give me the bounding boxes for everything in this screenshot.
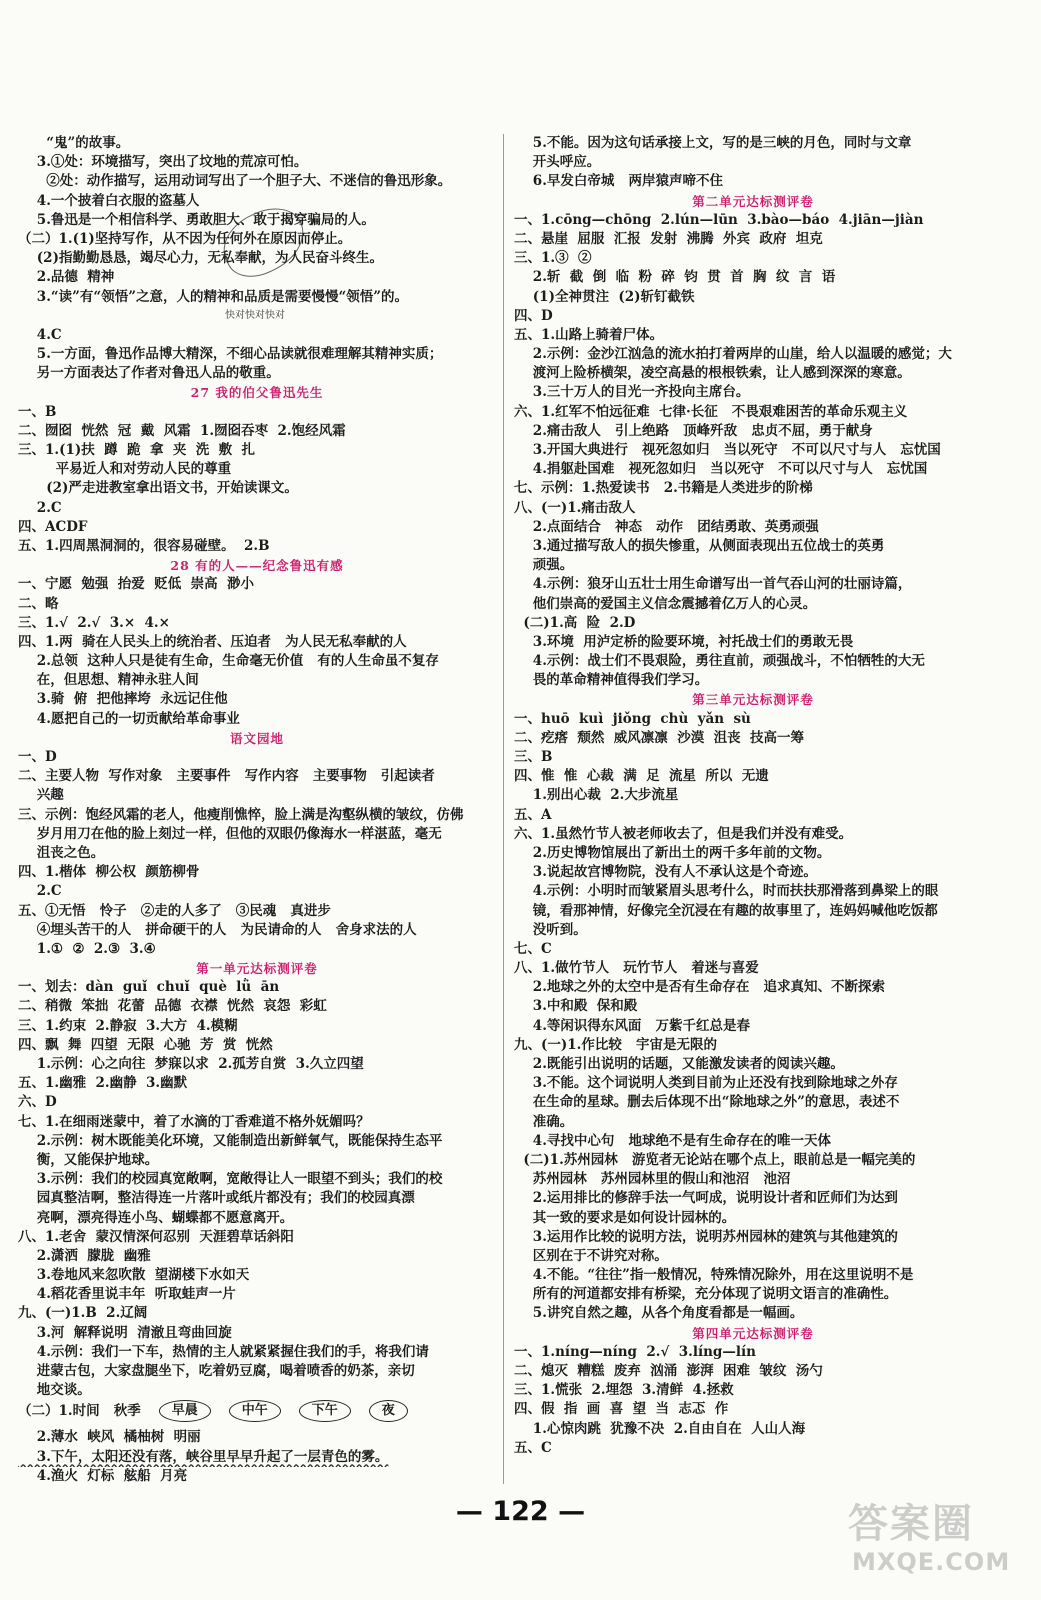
column-divider <box>503 134 504 1484</box>
answer-line: 兴趣 <box>18 787 64 804</box>
answer-line: 2.历史博物馆展出了新出土的两千多年前的文物。 <box>514 844 831 861</box>
answer-line: 2.薄水 峡风 橘柚树 明丽 <box>18 1429 201 1446</box>
answer-line: 5.一方面，鲁迅作品博大精深，不细心品读就很难理解其精神实质； <box>18 346 443 363</box>
answer-line: 苏州园林 苏州园林里的假山和池沼 池沼 <box>514 1171 791 1188</box>
answer-line: 2.C <box>18 883 62 900</box>
answer-line: 4.捐躯赴国难 视死忽如归 当以死守 不可以尺寸与人 忘忧国 <box>514 461 928 478</box>
section-heading: 第四单元达标测评卷 <box>692 1325 814 1341</box>
answer-line: 5.讲究自然之趣，从各个角度看都是一幅画。 <box>514 1305 804 1322</box>
answer-line: 渡河上险桥横架，凌空高悬的根根铁索，让人感到深深的寒意。 <box>514 365 911 382</box>
answer-line: 2.运用排比的修辞手法一气呵成，说明设计者和匠师们为达到 <box>514 1190 898 1207</box>
answer-line: 七、C <box>514 940 552 957</box>
answer-line: 3.卷地风来忽吹散 望湖楼下水如天 <box>18 1267 250 1284</box>
answer-line: 3.骑 俯 把他摔垮 永远记住他 <box>18 691 228 708</box>
answer-line: 在，但思想、精神永驻人间 <box>18 672 199 689</box>
section-heading: 第二单元达标测评卷 <box>692 193 814 209</box>
answer-line: 3.运用作比较的说明方法，说明苏州园林的建筑与其他建筑的 <box>514 1228 898 1245</box>
answer-line: 二、略 <box>18 595 59 612</box>
answer-line: 2.痛击敌人 引上绝路 顶峰歼敌 忠贞不屈，勇于献身 <box>514 422 873 439</box>
answer-line: 六、1.虽然竹节人被老师收去了，但是我们并没有难受。 <box>514 825 853 842</box>
answer-line: 二、囫囵 恍然 冠 戴 风霜 1.囫囵吞枣 2.饱经风霜 <box>18 422 346 439</box>
answer-line: (二)1.高 险 2.D <box>514 614 636 631</box>
answer-line: 八、(一)1.痛击敌人 <box>514 499 636 516</box>
answer-line: 园真整洁啊，整洁得连一片落叶或纸片都没有；我们的校园真漂 <box>18 1190 415 1207</box>
answer-line: (2)严走进教室拿出语文书，开始读课文。 <box>18 480 298 497</box>
answer-line: 九、(一)1.作比较 宇宙是无限的 <box>514 1036 717 1053</box>
answer-line: 二、稍微 笨拙 花蕾 品德 衣襟 恍然 哀怨 彩虹 <box>18 998 327 1015</box>
answer-line: 岁月用刀在他的脸上刻过一样，但他的双眼仍像海水一样湛蓝，毫无 <box>18 825 442 842</box>
answer-line: （二）1.(1)坚持写作，从不因为任何外在原因而停止。 <box>18 230 352 247</box>
answer-line: 4.示例：战士们不畏艰险，勇往直前，顽强战斗，不怕牺牲的大无 <box>514 653 925 670</box>
answer-line: 四、假 指 画 喜 望 当 志忑 作 <box>514 1401 729 1418</box>
section-heading: 28 有的人——纪念鲁迅有感 <box>170 558 344 574</box>
answer-line: 3.不能。这个词说明人类到目前为止还没有找到除地球之外存 <box>514 1075 898 1092</box>
answer-line: 1.示例：心之向往 梦寐以求 2.孤芳自赏 3.久立四望 <box>18 1056 364 1072</box>
answer-line: 九、(一)1.B 2.辽阔 <box>18 1305 148 1322</box>
answer-line: 畏的革命精神值得我们学习。 <box>514 672 709 689</box>
answer-line: 另一方面表达了作者对鲁迅人品的敬重。 <box>18 365 280 382</box>
answer-line: ②处：动作描写，运用动词写出了一个胆子大、不迷信的鲁迅形象。 <box>18 173 452 190</box>
answer-line: 五、A <box>514 806 552 823</box>
answer-line: 三、1.慌张 2.埋怨 3.清鲜 4.拯救 <box>514 1382 734 1399</box>
answer-line: 二、主要人物 写作对象 主要事件 写作内容 主要事物 引起读者 <box>18 768 435 785</box>
answer-column-right <box>514 134 992 1458</box>
section-heading: 27 我的伯父鲁迅先生 <box>190 385 324 401</box>
answer-line: 二、熄灭 糟糕 废弃 汹涌 澎湃 困难 皱纹 汤勺 <box>514 1363 823 1379</box>
answer-line: 4.寻找中心句 地球绝不是有生命存在的唯一天体 <box>514 1132 831 1149</box>
answer-line: 在生命的星球。删去后体现不出“除地球之外”的意思，表述不 <box>514 1094 900 1111</box>
answer-line: 4.一个披着白衣服的盗墓人 <box>18 192 200 209</box>
section-heading: 语文园地 <box>229 730 284 746</box>
page-number: — 122 — <box>455 1496 586 1527</box>
answer-line: 3.通过描写敌人的损失惨重，从侧面表现出五位战士的英勇 <box>514 537 885 554</box>
answer-line: 六、D <box>18 1094 57 1111</box>
answer-column-left <box>18 134 496 1486</box>
answer-line: 一、huō kuì jiǒng chù yǎn sù <box>514 710 751 727</box>
answer-line: 3.环境 用泸定桥的险要环境，衬托战士们的勇敢无畏 <box>514 633 854 650</box>
answer-line: 2.点面结合 神态 动作 团结勇敢、英勇顽强 <box>514 518 819 535</box>
answer-line: 一、宁愿 勉强 抬爱 贬低 崇高 渺小 <box>18 576 254 593</box>
answer-line: 3.①处：环境描写，突出了坟地的荒凉可怕。 <box>18 154 308 171</box>
circled-time-word: 中午 <box>229 1400 281 1422</box>
answer-line: 2.C <box>18 499 62 516</box>
answer-line: 一、划去：dàn guǐ chuǐ què lǜ ān <box>18 979 280 996</box>
answer-line: 1.心惊肉跳 犹豫不决 2.自由自在 人山人海 <box>514 1420 806 1437</box>
answer-line: 二、悬崖 屈服 汇报 发射 沸腾 外宾 政府 坦克 <box>514 230 823 247</box>
answer-line: 五、1.四周黑洞洞的，很容易碰壁。 2.B <box>18 537 270 554</box>
answer-line: 四、D <box>514 307 553 324</box>
answer-line: 2.示例：金沙江汹急的流水拍打着两岸的山崖，给人以温暖的感觉；大 <box>514 346 952 363</box>
answer-line: 三、1.③ ② <box>514 250 592 267</box>
circled-time-word: 夜 <box>369 1400 408 1422</box>
answer-line: 3.三十万人的目光一齐投向主席台。 <box>514 384 750 401</box>
answer-line: 七、1.在细雨迷蒙中，着了水滴的丁香难道不格外妩媚吗？ <box>18 1113 370 1130</box>
answer-line: 地交谈。 <box>18 1382 91 1399</box>
answer-line: 4.等闲识得东风面 万紫千红总是春 <box>514 1017 750 1034</box>
answer-line: 4.稻花香里说丰年 听取蛙声一片 <box>18 1286 236 1303</box>
answer-line: 一、D <box>18 749 57 765</box>
answer-line: 2.品德 精神 <box>18 269 115 286</box>
answer-line-prefix: （二）1.时间 秋季 <box>18 1402 141 1419</box>
answer-line: 三、1.(1)扶 蹲 跪 拿 夹 洗 敷 扎 <box>18 442 256 458</box>
answer-line: 他们崇高的爱国主义信念震撼着亿万人的心灵。 <box>514 595 817 612</box>
answer-line: 七、示例：1.热爱读书 2.书籍是人类进步的阶梯 <box>514 480 813 497</box>
section-heading: 第一单元达标测评卷 <box>196 961 318 977</box>
answer-line: 三、示例：饱经风霜的老人，他瘦削憔悴，脸上满是沟壑纵横的皱纹，仿佛 <box>18 806 464 823</box>
watermark <box>848 1492 1024 1580</box>
answer-line: 亮啊，漂亮得连小鸟、蝴蝶都不愿意离开。 <box>18 1209 294 1226</box>
answer-line: “鬼”的故事。 <box>18 135 130 151</box>
underlined-answer: 3.下午，太阳还没有落，峡谷里早早升起了一层青色的雾。 <box>18 1448 389 1465</box>
answer-line: 一、1.cōng—chōng 2.lún—lūn 3.bào—báo 4.jiān—jiàn <box>514 211 924 228</box>
answer-line: 六、1.红军不怕远征难 七律·长征 不畏艰难困苦的革命乐观主义 <box>514 403 908 420</box>
watermark-url: MXQE.COM <box>852 1548 1011 1576</box>
answer-line: 一、1.níng—níng 2.√ 3.líng—lín <box>514 1343 756 1360</box>
answer-line: 三、1.约束 2.静寂 3.大方 4.模糊 <box>18 1017 238 1034</box>
answer-line: (2)指勤勤恳恳，竭尽心力，无私奉献，为人民奋斗终生。 <box>18 250 383 267</box>
answer-line: 四、1.两 骑在人民头上的统治者、压迫者 为人民无私奉献的人 <box>18 633 407 650</box>
answer-line: 三、1.√ 2.√ 3.× 4.× <box>18 614 170 631</box>
answer-line-time-pills <box>18 1400 496 1428</box>
answer-line: 顽强。 <box>514 557 574 574</box>
answer-line: 其一致的要求是如何设计园林的。 <box>514 1209 736 1226</box>
answer-line: 八、1.老舍 蒙汉情深何忍别 天涯碧草话斜阳 <box>18 1228 294 1245</box>
answer-line: 四、ACDF <box>18 518 88 535</box>
answer-line: 4.示例：狼牙山五壮士用生命谱写出一首气吞山河的壮丽诗篇， <box>514 576 912 593</box>
answer-line: (二)1.苏州园林 游览者无论站在哪个点上，眼前总是一幅完美的 <box>514 1151 916 1168</box>
answer-line: 4.示例：小明时而皱紧眉头思考什么，时而扶扶那滑落到鼻梁上的眼 <box>514 883 939 900</box>
answer-line: 开头呼应。 <box>514 154 601 171</box>
answer-line: 八、1.做竹节人 玩竹节人 着迷与喜爱 <box>514 960 759 977</box>
answer-line: 1.别出心裁 2.大步流星 <box>514 787 679 804</box>
answer-line: 所有的河道都安排有桥梁，充分体现了说明文语言的准确性。 <box>514 1286 898 1303</box>
answer-line: 五、①无悟 怜子 ②走的人多了 ③民魂 真进步 <box>18 902 331 919</box>
answer-line: 3.开国大典进行 视死忽如归 当以死守 不可以尺寸与人 忘忧国 <box>514 442 941 458</box>
answer-line: 2.斩 截 倒 临 粉 碎 钧 贯 首 胸 纹 言 语 <box>514 269 836 286</box>
answer-line: 2.地球之外的太空中是否有生命存在 追求真知、不断探索 <box>514 979 885 996</box>
answer-line: 2.示例：树木既能美化环境，又能制造出新鲜氧气，既能保持生态平 <box>18 1132 443 1149</box>
answer-line: 没听到。 <box>514 921 587 938</box>
answer-line: 4.不能。“往往”指一般情况，特殊情况除外，用在这里说明不是 <box>514 1267 914 1284</box>
watermark-logo: 答案圈 <box>848 1501 974 1547</box>
answer-line <box>18 1448 496 1467</box>
answer-line: 2.既能引出说明的话题，又能激发读者的阅读兴趣。 <box>514 1056 844 1072</box>
answer-line: 4.C <box>18 326 62 343</box>
answer-line: 4.渔火 灯标 舷船 月亮 <box>18 1467 188 1484</box>
answer-line: 2.总领 这种人只是徒有生命，生命毫无价值 有的人生命虽不复存 <box>18 653 439 670</box>
answer-line: 镜，看那神情，好像完全沉浸在有趣的故事里了，连妈妈喊他吃饭都 <box>514 902 938 919</box>
answer-line: 沮丧之色。 <box>18 844 105 861</box>
answer-line: 4.示例：我们一下车，热情的主人就紧紧握住我们的手，将我们请 <box>18 1343 429 1360</box>
answer-line: ④埋头苦干的人 拼命硬干的人 为民请命的人 舍身求法的人 <box>18 921 417 938</box>
answer-line: 四、1.楷体 柳公权 颜筋柳骨 <box>18 864 200 881</box>
answer-line: (1)全神贯注 (2)斩钉截铁 <box>514 288 695 305</box>
answer-line: 4.愿把自己的一切贡献给革命事业 <box>18 710 240 727</box>
answer-line: 五、1.山路上骑着尸体。 <box>514 326 664 343</box>
answer-line: 准确。 <box>514 1113 574 1130</box>
answer-line: 2.潇洒 朦胧 幽雅 <box>18 1247 151 1264</box>
section-heading: 第三单元达标测评卷 <box>692 692 814 708</box>
circled-time-word: 下午 <box>299 1400 351 1422</box>
answer-line: 衡，又能保护地球。 <box>18 1151 159 1168</box>
answer-line: 6.早发白帝城 两岸猿声啼不住 <box>514 173 723 190</box>
answer-line: 四、惟 惟 心裁 满 足 流星 所以 无遗 <box>514 768 769 785</box>
answer-line: 区别在于不讲究对称。 <box>514 1247 668 1264</box>
answer-line: 3.“读”有“领悟”之意，人的精神和品质是需要慢慢“领悟”的。 <box>18 288 408 305</box>
answer-line: 3.说起故宫博物院，没有人不承认这是个奇迹。 <box>514 864 817 881</box>
answer-line: 3.中和殿 保和殿 <box>514 998 638 1015</box>
answer-line: 二、疙瘩 颓然 威风凛凛 沙漠 沮丧 技高一筹 <box>514 729 804 746</box>
answer-line: 5.鲁迅是一个相信科学、勇敢胆大、敢于揭穿骗局的人。 <box>18 211 375 228</box>
answer-line: 四、飘 舞 四望 无限 心驰 芳 赏 恍然 <box>18 1036 273 1053</box>
answer-line: 进蒙古包，大家盘腿坐下，吃着奶豆腐，喝着喷香的奶茶，亲切 <box>18 1363 415 1379</box>
answer-line: 三、B <box>514 749 553 765</box>
answer-line: 平易近人和对劳动人民的尊重 <box>18 461 232 478</box>
answer-line: 五、C <box>514 1439 552 1456</box>
answer-line: 1.① ② 2.③ 3.④ <box>18 940 156 957</box>
answer-line: 3.河 解释说明 清澈且弯曲回旋 <box>18 1324 232 1341</box>
answer-line: 5.不能。因为这句话承接上文，写的是三峡的月色，同时与文章 <box>514 135 912 151</box>
answer-line: 五、1.幽雅 2.幽静 3.幽默 <box>18 1075 188 1092</box>
answer-line: 一、B <box>18 403 57 420</box>
circled-time-word: 早晨 <box>159 1400 211 1422</box>
answer-line: 3.示例：我们的校园真宽敞啊，宽敞得让人一眼望不到头；我们的校 <box>18 1171 443 1188</box>
stamp-text: 快对快对快对 <box>225 310 285 321</box>
